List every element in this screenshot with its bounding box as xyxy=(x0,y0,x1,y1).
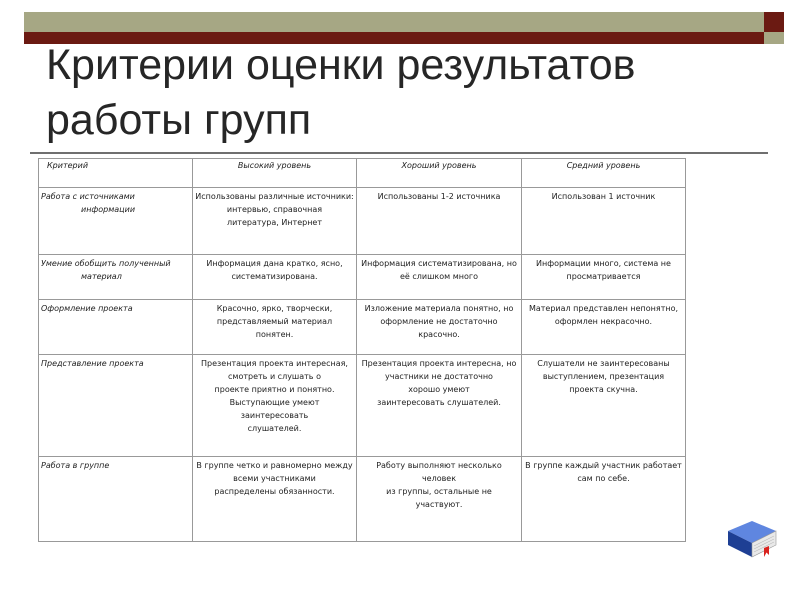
header-olive-bar xyxy=(24,12,764,32)
criterion-cell: Работа с источниками информации xyxy=(39,188,193,255)
header-maroon-square xyxy=(764,12,784,32)
table-header-row xyxy=(39,159,686,188)
criterion-cell: Работа в группе xyxy=(39,457,193,542)
header-criterion: Критерий xyxy=(39,159,193,188)
good-level-cell: Презентация проекта интересна, но участники не достаточно хорошо умеют заинтересовать слушателей. xyxy=(357,355,522,457)
criterion-cell: Оформление проекта xyxy=(39,300,193,355)
medium-level-cell: Информации много, система не просматривается xyxy=(522,255,686,300)
medium-level-cell: В группе каждый участник работает сам по себе. xyxy=(522,457,686,542)
high-level-cell: Презентация проекта интересная, смотреть и слушать о проекте приятно и понятно. Выступающие умеют заинтересовать слушателей. xyxy=(193,355,357,457)
medium-level-cell: Использован 1 источник xyxy=(522,188,686,255)
high-level-cell: В группе четко и равномерно между всеми участниками распределены обязанности. xyxy=(193,457,357,542)
medium-level-cell: Материал представлен непонятно, оформлен некрасочно. xyxy=(522,300,686,355)
criteria-table xyxy=(38,158,686,542)
table-row xyxy=(39,188,686,255)
header-good-level: Хороший уровень xyxy=(357,159,522,188)
header-medium-level: Средний уровень xyxy=(522,159,686,188)
table-row xyxy=(39,255,686,300)
table-row xyxy=(39,300,686,355)
medium-level-cell: Слушатели не заинтересованы выступлением, презентация проекта скучна. xyxy=(522,355,686,457)
criterion-cell: Представление проекта xyxy=(39,355,193,457)
header-high-level: Высокий уровень xyxy=(193,159,357,188)
slide-title-line-1: Критерии оценки результатов xyxy=(46,41,636,89)
high-level-cell: Использованы различные источники: интервью, справочная литература, Интернет xyxy=(193,188,357,255)
good-level-cell: Использованы 1-2 источника xyxy=(357,188,522,255)
good-level-cell: Работу выполняют несколько человек из группы, остальные не участвуют. xyxy=(357,457,522,542)
good-level-cell: Информация систематизирована, но её слишком много xyxy=(357,255,522,300)
table-row xyxy=(39,355,686,457)
title-divider xyxy=(30,152,768,154)
table-row xyxy=(39,457,686,542)
header-olive-square xyxy=(764,32,784,44)
slide-title xyxy=(46,38,746,148)
criterion-cell: Умение обобщить полученный материал xyxy=(39,255,193,300)
good-level-cell: Изложение материала понятно, но оформление не достаточно красочно. xyxy=(357,300,522,355)
slide-title-line-2: работы групп xyxy=(46,96,312,144)
book-icon xyxy=(726,519,778,559)
high-level-cell: Информация дана кратко, ясно, систематизирована. xyxy=(193,255,357,300)
high-level-cell: Красочно, ярко, творчески, представляемый материал понятен. xyxy=(193,300,357,355)
